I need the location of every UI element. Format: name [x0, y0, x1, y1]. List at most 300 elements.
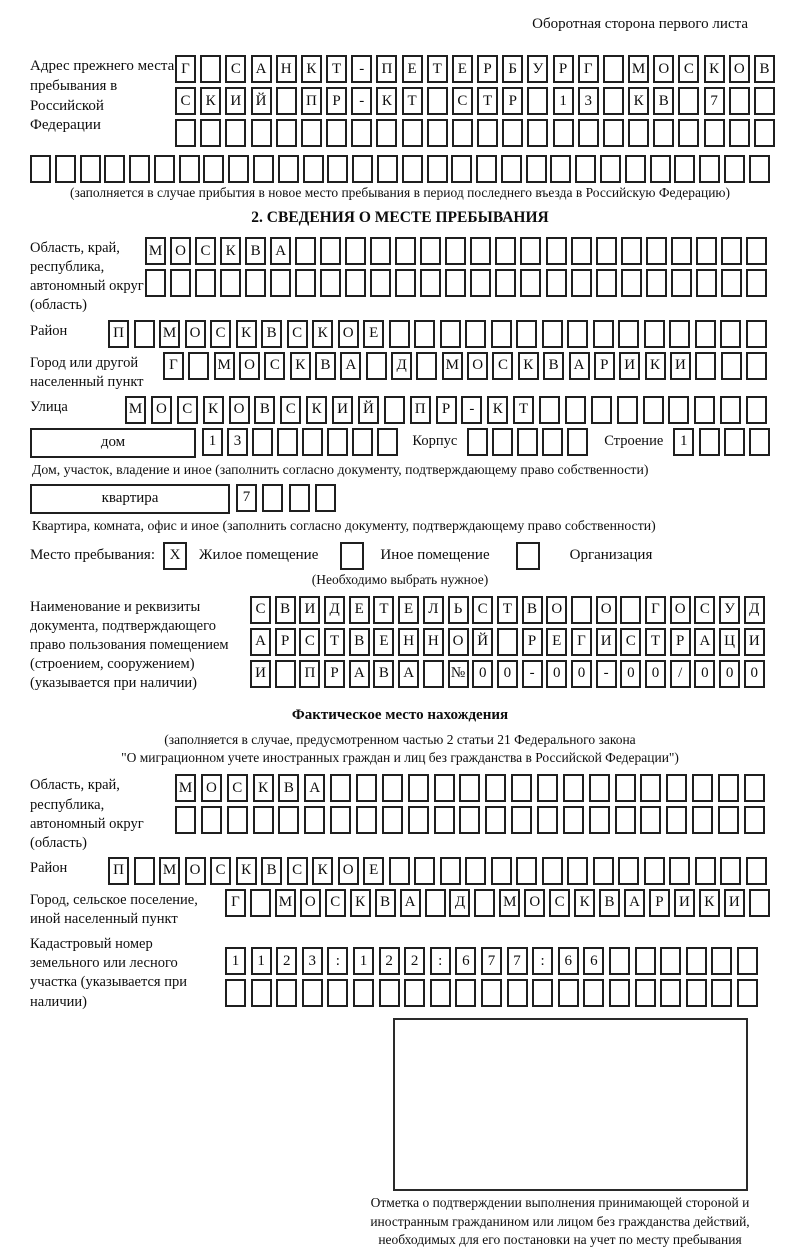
- char-box[interactable]: О: [151, 396, 172, 424]
- char-box[interactable]: В: [245, 237, 266, 265]
- char-box[interactable]: [330, 774, 351, 802]
- char-box[interactable]: М: [159, 320, 180, 348]
- char-box[interactable]: [351, 119, 372, 147]
- char-box[interactable]: [724, 155, 745, 183]
- char-box[interactable]: [465, 320, 486, 348]
- char-box[interactable]: [270, 269, 291, 297]
- char-box[interactable]: [425, 889, 446, 917]
- char-box[interactable]: Ь: [448, 596, 469, 624]
- char-box[interactable]: [678, 87, 699, 115]
- char-box[interactable]: К: [236, 320, 257, 348]
- char-box[interactable]: Р: [436, 396, 457, 424]
- char-box[interactable]: В: [315, 352, 336, 380]
- char-box[interactable]: [567, 428, 588, 456]
- char-box[interactable]: Р: [275, 628, 296, 656]
- char-box[interactable]: [553, 119, 574, 147]
- char-box[interactable]: В: [278, 774, 299, 802]
- char-box[interactable]: [502, 119, 523, 147]
- char-box[interactable]: [382, 806, 403, 834]
- char-box[interactable]: И: [670, 352, 691, 380]
- char-box[interactable]: [276, 979, 297, 1007]
- char-box[interactable]: [644, 857, 665, 885]
- stay-type-checkbox-organization[interactable]: [516, 542, 540, 570]
- char-box[interactable]: [558, 979, 579, 1007]
- char-box[interactable]: [692, 806, 713, 834]
- char-box[interactable]: [327, 979, 348, 1007]
- char-box[interactable]: [696, 237, 717, 265]
- char-box[interactable]: [476, 155, 497, 183]
- char-box[interactable]: [315, 484, 336, 512]
- char-box[interactable]: С: [264, 352, 285, 380]
- char-box[interactable]: А: [250, 628, 271, 656]
- char-box[interactable]: В: [261, 320, 282, 348]
- char-box[interactable]: [195, 269, 216, 297]
- char-box[interactable]: К: [236, 857, 257, 885]
- char-box[interactable]: [395, 237, 416, 265]
- char-box[interactable]: [201, 806, 222, 834]
- char-box[interactable]: К: [487, 396, 508, 424]
- char-box[interactable]: И: [596, 628, 617, 656]
- char-box[interactable]: [583, 979, 604, 1007]
- char-box[interactable]: [695, 857, 716, 885]
- char-box[interactable]: [615, 774, 636, 802]
- char-box[interactable]: [729, 87, 750, 115]
- char-box[interactable]: [542, 320, 563, 348]
- char-box[interactable]: О: [729, 55, 750, 83]
- char-box[interactable]: [404, 979, 425, 1007]
- char-box[interactable]: [320, 237, 341, 265]
- char-box[interactable]: 0: [546, 660, 567, 688]
- char-box[interactable]: О: [338, 320, 359, 348]
- char-box[interactable]: К: [312, 320, 333, 348]
- char-box[interactable]: [511, 806, 532, 834]
- char-box[interactable]: [459, 774, 480, 802]
- char-box[interactable]: [542, 857, 563, 885]
- char-box[interactable]: [252, 428, 273, 456]
- char-box[interactable]: [376, 119, 397, 147]
- char-box[interactable]: [589, 806, 610, 834]
- char-box[interactable]: [345, 237, 366, 265]
- char-box[interactable]: [618, 857, 639, 885]
- char-box[interactable]: [389, 320, 410, 348]
- char-box[interactable]: С: [175, 87, 196, 115]
- char-box[interactable]: [295, 269, 316, 297]
- char-box[interactable]: Т: [373, 596, 394, 624]
- char-box[interactable]: Н: [276, 55, 297, 83]
- char-box[interactable]: [724, 428, 745, 456]
- char-box[interactable]: [420, 237, 441, 265]
- char-box[interactable]: Р: [649, 889, 670, 917]
- char-box[interactable]: С: [287, 857, 308, 885]
- char-box[interactable]: [617, 396, 638, 424]
- char-box[interactable]: [520, 269, 541, 297]
- char-box[interactable]: Р: [477, 55, 498, 83]
- char-box[interactable]: В: [754, 55, 775, 83]
- char-box[interactable]: [596, 269, 617, 297]
- char-box[interactable]: [669, 857, 690, 885]
- char-box[interactable]: [303, 155, 324, 183]
- char-box[interactable]: [520, 237, 541, 265]
- char-box[interactable]: -: [461, 396, 482, 424]
- char-box[interactable]: С: [287, 320, 308, 348]
- char-box[interactable]: А: [349, 660, 370, 688]
- char-box[interactable]: О: [185, 857, 206, 885]
- char-box[interactable]: [546, 269, 567, 297]
- char-box[interactable]: [275, 660, 296, 688]
- char-box[interactable]: [389, 857, 410, 885]
- char-box[interactable]: [692, 774, 713, 802]
- char-box[interactable]: [603, 87, 624, 115]
- char-box[interactable]: [720, 396, 741, 424]
- char-box[interactable]: Д: [744, 596, 765, 624]
- char-box[interactable]: К: [253, 774, 274, 802]
- char-box[interactable]: [451, 155, 472, 183]
- char-box[interactable]: А: [251, 55, 272, 83]
- char-box[interactable]: П: [410, 396, 431, 424]
- char-box[interactable]: Т: [402, 87, 423, 115]
- char-box[interactable]: К: [312, 857, 333, 885]
- char-box[interactable]: 6: [583, 947, 604, 975]
- char-box[interactable]: [578, 119, 599, 147]
- char-box[interactable]: 0: [645, 660, 666, 688]
- char-box[interactable]: Д: [391, 352, 412, 380]
- char-box[interactable]: [104, 155, 125, 183]
- char-box[interactable]: Е: [363, 320, 384, 348]
- char-box[interactable]: [609, 979, 630, 1007]
- char-box[interactable]: [546, 237, 567, 265]
- char-box[interactable]: С: [227, 774, 248, 802]
- char-box[interactable]: [188, 352, 209, 380]
- char-box[interactable]: :: [430, 947, 451, 975]
- char-box[interactable]: К: [376, 87, 397, 115]
- char-box[interactable]: [671, 237, 692, 265]
- char-box[interactable]: О: [300, 889, 321, 917]
- char-box[interactable]: [593, 320, 614, 348]
- char-box[interactable]: [737, 947, 758, 975]
- char-box[interactable]: В: [653, 87, 674, 115]
- char-box[interactable]: С: [177, 396, 198, 424]
- char-box[interactable]: [527, 87, 548, 115]
- char-box[interactable]: [353, 979, 374, 1007]
- char-box[interactable]: Д: [324, 596, 345, 624]
- char-box[interactable]: №: [448, 660, 469, 688]
- char-box[interactable]: [485, 774, 506, 802]
- char-box[interactable]: [744, 806, 765, 834]
- char-box[interactable]: [563, 774, 584, 802]
- char-box[interactable]: Р: [502, 87, 523, 115]
- char-box[interactable]: С: [492, 352, 513, 380]
- char-box[interactable]: [145, 269, 166, 297]
- char-box[interactable]: С: [472, 596, 493, 624]
- char-box[interactable]: С: [325, 889, 346, 917]
- char-box[interactable]: А: [270, 237, 291, 265]
- char-box[interactable]: Г: [225, 889, 246, 917]
- char-box[interactable]: [276, 87, 297, 115]
- char-box[interactable]: [575, 155, 596, 183]
- char-box[interactable]: И: [724, 889, 745, 917]
- char-box[interactable]: [718, 774, 739, 802]
- char-box[interactable]: [532, 979, 553, 1007]
- char-box[interactable]: [304, 806, 325, 834]
- char-box[interactable]: [481, 979, 502, 1007]
- char-box[interactable]: [495, 237, 516, 265]
- char-box[interactable]: [427, 87, 448, 115]
- char-box[interactable]: [245, 269, 266, 297]
- char-box[interactable]: [80, 155, 101, 183]
- char-box[interactable]: [674, 155, 695, 183]
- char-box[interactable]: О: [170, 237, 191, 265]
- char-box[interactable]: [251, 979, 272, 1007]
- char-box[interactable]: [225, 979, 246, 1007]
- char-box[interactable]: [154, 155, 175, 183]
- char-box[interactable]: [250, 889, 271, 917]
- char-box[interactable]: Т: [326, 55, 347, 83]
- char-box[interactable]: В: [261, 857, 282, 885]
- char-box[interactable]: [644, 320, 665, 348]
- char-box[interactable]: В: [349, 628, 370, 656]
- char-box[interactable]: [721, 269, 742, 297]
- char-box[interactable]: [377, 155, 398, 183]
- char-box[interactable]: [129, 155, 150, 183]
- char-box[interactable]: О: [546, 596, 567, 624]
- char-box[interactable]: С: [694, 596, 715, 624]
- char-box[interactable]: [327, 428, 348, 456]
- char-box[interactable]: [507, 979, 528, 1007]
- char-box[interactable]: [618, 320, 639, 348]
- char-box[interactable]: [640, 774, 661, 802]
- char-box[interactable]: Н: [423, 628, 444, 656]
- char-box[interactable]: И: [332, 396, 353, 424]
- char-box[interactable]: [640, 806, 661, 834]
- char-box[interactable]: Р: [324, 660, 345, 688]
- char-box[interactable]: [615, 806, 636, 834]
- char-box[interactable]: 1: [225, 947, 246, 975]
- char-box[interactable]: [465, 857, 486, 885]
- char-box[interactable]: [517, 428, 538, 456]
- char-box[interactable]: А: [304, 774, 325, 802]
- char-box[interactable]: К: [699, 889, 720, 917]
- char-box[interactable]: [746, 857, 767, 885]
- char-box[interactable]: [175, 119, 196, 147]
- char-box[interactable]: [550, 155, 571, 183]
- char-box[interactable]: [695, 320, 716, 348]
- char-box[interactable]: [302, 428, 323, 456]
- char-box[interactable]: Р: [326, 87, 347, 115]
- char-box[interactable]: [501, 155, 522, 183]
- char-box[interactable]: С: [452, 87, 473, 115]
- char-box[interactable]: [593, 857, 614, 885]
- char-box[interactable]: П: [376, 55, 397, 83]
- char-box[interactable]: К: [574, 889, 595, 917]
- char-box[interactable]: [625, 155, 646, 183]
- char-box[interactable]: Т: [513, 396, 534, 424]
- char-box[interactable]: [200, 55, 221, 83]
- char-box[interactable]: С: [280, 396, 301, 424]
- char-box[interactable]: 2: [276, 947, 297, 975]
- char-box[interactable]: О: [229, 396, 250, 424]
- char-box[interactable]: [320, 269, 341, 297]
- char-box[interactable]: 7: [704, 87, 725, 115]
- char-box[interactable]: :: [532, 947, 553, 975]
- char-box[interactable]: 7: [481, 947, 502, 975]
- char-box[interactable]: [694, 396, 715, 424]
- char-box[interactable]: К: [203, 396, 224, 424]
- char-box[interactable]: Е: [363, 857, 384, 885]
- char-box[interactable]: [474, 889, 495, 917]
- char-box[interactable]: [653, 119, 674, 147]
- char-box[interactable]: [414, 320, 435, 348]
- char-box[interactable]: -: [351, 55, 372, 83]
- char-box[interactable]: М: [175, 774, 196, 802]
- char-box[interactable]: [737, 979, 758, 1007]
- char-box[interactable]: Н: [398, 628, 419, 656]
- char-box[interactable]: [746, 320, 767, 348]
- char-box[interactable]: [427, 155, 448, 183]
- char-box[interactable]: [445, 269, 466, 297]
- char-box[interactable]: 1: [202, 428, 223, 456]
- char-box[interactable]: 0: [571, 660, 592, 688]
- char-box[interactable]: [203, 155, 224, 183]
- char-box[interactable]: [289, 484, 310, 512]
- char-box[interactable]: Ц: [719, 628, 740, 656]
- char-box[interactable]: [565, 396, 586, 424]
- char-box[interactable]: [220, 269, 241, 297]
- char-box[interactable]: [696, 269, 717, 297]
- char-box[interactable]: [416, 352, 437, 380]
- char-box[interactable]: Е: [349, 596, 370, 624]
- char-box[interactable]: [491, 320, 512, 348]
- char-box[interactable]: [571, 596, 592, 624]
- char-box[interactable]: -: [351, 87, 372, 115]
- char-box[interactable]: [370, 237, 391, 265]
- char-box[interactable]: [591, 396, 612, 424]
- char-box[interactable]: Л: [423, 596, 444, 624]
- char-box[interactable]: Е: [546, 628, 567, 656]
- char-box[interactable]: [744, 774, 765, 802]
- char-box[interactable]: Т: [324, 628, 345, 656]
- char-box[interactable]: П: [108, 857, 129, 885]
- char-box[interactable]: С: [678, 55, 699, 83]
- char-box[interactable]: [526, 155, 547, 183]
- char-box[interactable]: Й: [358, 396, 379, 424]
- char-box[interactable]: Д: [449, 889, 470, 917]
- char-box[interactable]: [175, 806, 196, 834]
- char-box[interactable]: [711, 979, 732, 1007]
- char-box[interactable]: [720, 857, 741, 885]
- char-box[interactable]: У: [527, 55, 548, 83]
- char-box[interactable]: И: [299, 596, 320, 624]
- char-box[interactable]: [452, 119, 473, 147]
- char-box[interactable]: О: [239, 352, 260, 380]
- char-box[interactable]: [511, 774, 532, 802]
- char-box[interactable]: О: [670, 596, 691, 624]
- char-box[interactable]: [430, 979, 451, 1007]
- char-box[interactable]: [170, 269, 191, 297]
- char-box[interactable]: [650, 155, 671, 183]
- char-box[interactable]: П: [301, 87, 322, 115]
- char-box[interactable]: У: [719, 596, 740, 624]
- char-box[interactable]: Е: [373, 628, 394, 656]
- char-box[interactable]: [646, 237, 667, 265]
- char-box[interactable]: [754, 119, 775, 147]
- char-box[interactable]: К: [290, 352, 311, 380]
- char-box[interactable]: К: [645, 352, 666, 380]
- char-box[interactable]: [477, 119, 498, 147]
- char-box[interactable]: М: [499, 889, 520, 917]
- char-box[interactable]: [356, 806, 377, 834]
- char-box[interactable]: О: [448, 628, 469, 656]
- char-box[interactable]: [704, 119, 725, 147]
- char-box[interactable]: [671, 269, 692, 297]
- char-box[interactable]: [134, 857, 155, 885]
- char-box[interactable]: [326, 119, 347, 147]
- char-box[interactable]: [485, 806, 506, 834]
- char-box[interactable]: 0: [497, 660, 518, 688]
- char-box[interactable]: Т: [497, 596, 518, 624]
- char-box[interactable]: [440, 857, 461, 885]
- stay-type-checkbox-residential[interactable]: X: [163, 542, 187, 570]
- char-box[interactable]: С: [250, 596, 271, 624]
- char-box[interactable]: [352, 155, 373, 183]
- char-box[interactable]: [567, 857, 588, 885]
- char-box[interactable]: И: [225, 87, 246, 115]
- char-box[interactable]: [434, 774, 455, 802]
- char-box[interactable]: [668, 396, 689, 424]
- char-box[interactable]: [621, 237, 642, 265]
- char-box[interactable]: О: [467, 352, 488, 380]
- char-box[interactable]: 6: [558, 947, 579, 975]
- char-box[interactable]: [330, 806, 351, 834]
- char-box[interactable]: М: [628, 55, 649, 83]
- char-box[interactable]: 6: [455, 947, 476, 975]
- char-box[interactable]: [666, 774, 687, 802]
- char-box[interactable]: [621, 269, 642, 297]
- char-box[interactable]: [678, 119, 699, 147]
- char-box[interactable]: Е: [452, 55, 473, 83]
- char-box[interactable]: [402, 155, 423, 183]
- char-box[interactable]: [754, 87, 775, 115]
- char-box[interactable]: Р: [522, 628, 543, 656]
- char-box[interactable]: [603, 119, 624, 147]
- char-box[interactable]: К: [200, 87, 221, 115]
- char-box[interactable]: Е: [402, 55, 423, 83]
- char-box[interactable]: П: [108, 320, 129, 348]
- char-box[interactable]: 1: [251, 947, 272, 975]
- char-box[interactable]: [746, 352, 767, 380]
- char-box[interactable]: О: [201, 774, 222, 802]
- char-box[interactable]: А: [398, 660, 419, 688]
- char-box[interactable]: [491, 857, 512, 885]
- char-box[interactable]: [278, 806, 299, 834]
- char-box[interactable]: 3: [302, 947, 323, 975]
- char-box[interactable]: [440, 320, 461, 348]
- char-box[interactable]: И: [744, 628, 765, 656]
- char-box[interactable]: Т: [477, 87, 498, 115]
- char-box[interactable]: [395, 269, 416, 297]
- char-box[interactable]: О: [653, 55, 674, 83]
- char-box[interactable]: В: [599, 889, 620, 917]
- char-box[interactable]: [295, 237, 316, 265]
- char-box[interactable]: [55, 155, 76, 183]
- char-box[interactable]: М: [214, 352, 235, 380]
- char-box[interactable]: [749, 889, 770, 917]
- char-box[interactable]: [699, 428, 720, 456]
- stay-type-checkbox-other-premises[interactable]: [340, 542, 364, 570]
- char-box[interactable]: 1: [553, 87, 574, 115]
- char-box[interactable]: А: [400, 889, 421, 917]
- char-box[interactable]: [427, 119, 448, 147]
- char-box[interactable]: [539, 396, 560, 424]
